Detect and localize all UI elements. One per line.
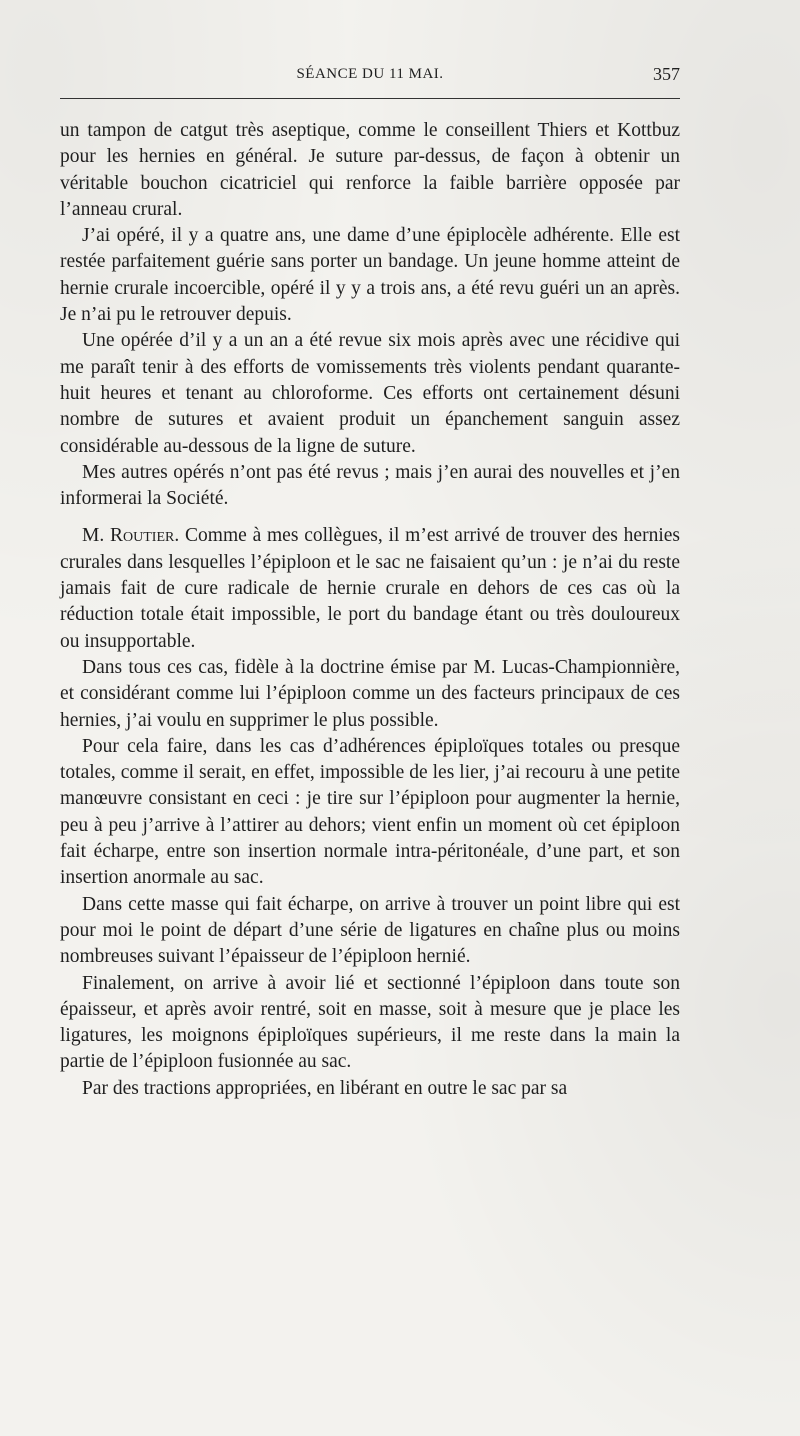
running-head: SÉANCE DU 11 MAI. <box>296 66 444 82</box>
speaker-name: M. Routier. <box>82 525 180 547</box>
paragraph: Une opérée d’il y a un an a été revue six mois après avec une récidive qui me paraît tenir à des efforts de vomissements très violents pendant quarante-huit heures et tenant au chloroforme. Ces efforts ont certainement désuni nombre de sutures et avaient produit un épanchement sanguin assez considérable au-dessous de la ligne de suture. <box>60 330 680 457</box>
paragraph-text: Comme à mes collègues, il m’est arrivé de trouver des hernies crurales dans lesquelles l’épiploon et le sac ne faisaient qu’un : je n’ai du reste jamais fait de cure radicale de hernie crurale en dehors de ces cas où la réduction totale était impossible, le port du bandage étant ou très douloureux ou insupportable. <box>60 525 680 652</box>
header-rule <box>60 98 680 99</box>
paragraph-routier <box>60 523 680 654</box>
paragraph: J’ai opéré, il y a quatre ans, une dame d’une épiplocèle adhérente. Elle est restée parfaitement guérie sans porter un bandage. Un jeune homme atteint de hernie crurale incoercible, opéré il y y a trois ans, a été revu guéri un an après. Je n’ai pu le retrouver depuis. <box>60 225 680 326</box>
paragraph: Dans cette masse qui fait écharpe, on arrive à trouver un point libre qui est pour moi le point de départ d’une série de ligatures en chaîne plus ou moins nombreuses suivant l’épaisseur de l’épiploon hernié. <box>60 893 680 968</box>
paragraph-continuation: un tampon de catgut très aseptique, comme le conseillent Thiers et Kottbuz pour les hernies en général. Je suture par-dessus, de façon à obtenir un véritable bouchon cicatriciel qui renforce la faible barrière opposée par l’anneau crural. <box>60 120 680 220</box>
paragraph: Pour cela faire, dans les cas d’adhérences épiploïques totales ou presque totales, comme il serait, en effet, impossible de les lier, j’ai recouru à une petite manœuvre consistant en ceci : je tire sur l’épiploon pour augmenter la hernie, peu à peu j’arrive à l’attirer au dehors; vient enfin un moment où cet épiploon fait écharpe, entre son insertion normale intra-péritonéale, d’une part, et son insertion anormale au sac. <box>60 735 680 889</box>
paragraph: Par des tractions appropriées, en libérant en outre le sac par sa <box>82 1077 568 1099</box>
body-text <box>60 118 680 1102</box>
paragraph: Mes autres opérés n’ont pas été revus ; mais j’en aurai des nouvelles et j’en informerai la Société. <box>60 461 680 510</box>
paragraph: Dans tous ces cas, fidèle à la doctrine émise par M. Lucas-Championnière, et considérant comme lui l’épiploon comme un des facteurs principaux de ces hernies, j’ai voulu en supprimer le plus possible. <box>60 656 680 731</box>
page-number: 357 <box>653 64 680 84</box>
paragraph: Finalement, on arrive à avoir lié et sectionné l’épiploon dans toute son épaisseur, et après avoir rentré, soit en masse, soit à mesure que je place les ligatures, les moignons épiploïques supérieurs, il me reste dans la main la partie de l’épiploon fusionnée au sac. <box>60 972 680 1073</box>
page-header <box>60 60 680 96</box>
